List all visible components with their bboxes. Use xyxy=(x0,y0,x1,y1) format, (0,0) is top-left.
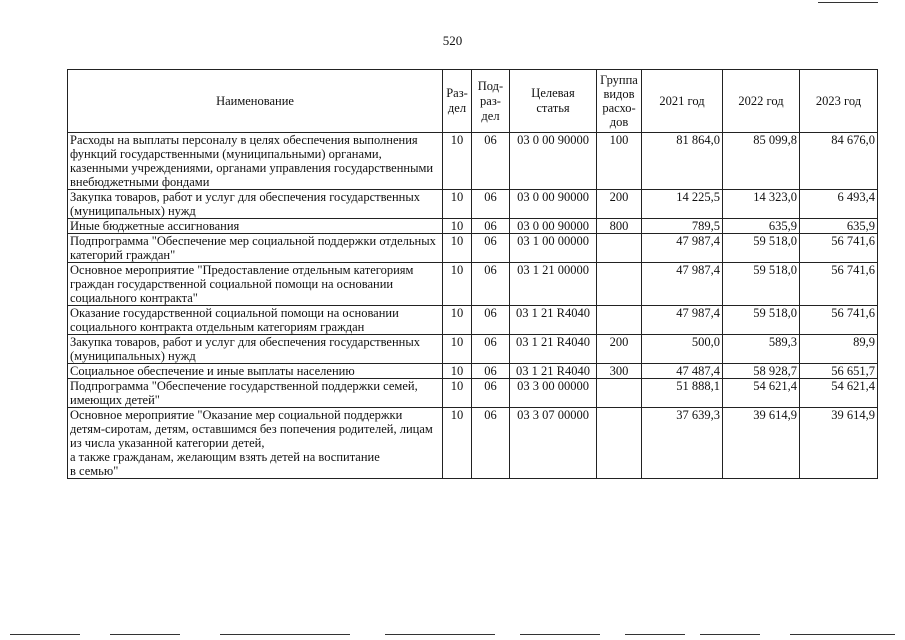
cell-target: 03 3 07 00000 xyxy=(510,408,597,479)
cell-section: 10 xyxy=(443,219,472,234)
cell-2022: 54 621,4 xyxy=(723,379,800,408)
table-row xyxy=(68,408,878,479)
header-section: Раз- дел xyxy=(443,70,472,133)
cell-subsection: 06 xyxy=(472,234,510,263)
cell-group xyxy=(597,306,642,335)
cell-subsection: 06 xyxy=(472,364,510,379)
cell-2021: 47 487,4 xyxy=(642,364,723,379)
cell-2021: 789,5 xyxy=(642,219,723,234)
table-row xyxy=(68,306,878,335)
cell-group xyxy=(597,234,642,263)
cell-section: 10 xyxy=(443,306,472,335)
cell-group: 200 xyxy=(597,190,642,219)
cell-name: Оказание государственной социальной помощи на основании социального контракта отдельным категориям граждан xyxy=(68,306,443,335)
cell-target: 03 1 00 00000 xyxy=(510,234,597,263)
header-2023: 2023 год xyxy=(800,70,878,133)
cell-2022: 635,9 xyxy=(723,219,800,234)
cell-2023: 56 741,6 xyxy=(800,306,878,335)
cell-2021: 47 987,4 xyxy=(642,234,723,263)
cell-2023: 6 493,4 xyxy=(800,190,878,219)
bottom-edge-line xyxy=(520,634,600,635)
cell-section: 10 xyxy=(443,408,472,479)
bottom-edge-line xyxy=(385,634,495,635)
cell-subsection: 06 xyxy=(472,190,510,219)
cell-name: Закупка товаров, работ и услуг для обеспечения государственных (муниципальных) нужд xyxy=(68,190,443,219)
cell-2023: 89,9 xyxy=(800,335,878,364)
cell-name: Иные бюджетные ассигнования xyxy=(68,219,443,234)
cell-section: 10 xyxy=(443,364,472,379)
cell-group xyxy=(597,263,642,306)
cell-name: Подпрограмма "Обеспечение мер социальной поддержки отдельных категорий граждан" xyxy=(68,234,443,263)
cell-2023: 84 676,0 xyxy=(800,133,878,190)
header-subsection: Под- раз- дел xyxy=(472,70,510,133)
cell-subsection: 06 xyxy=(472,306,510,335)
cell-2021: 51 888,1 xyxy=(642,379,723,408)
bottom-edge-line xyxy=(10,634,80,635)
cell-name: Основное мероприятие "Оказание мер социальной поддержки детям-сиротам, детям, оставшимся без попечения родителей, лицам из числа указанной категории детей, а также гражданам, желающим взять детей на воспитание в семью" xyxy=(68,408,443,479)
table-row xyxy=(68,219,878,234)
cell-target: 03 1 21 R4040 xyxy=(510,364,597,379)
cell-section: 10 xyxy=(443,379,472,408)
table-row xyxy=(68,263,878,306)
cell-subsection: 06 xyxy=(472,379,510,408)
cell-target: 03 1 21 R4040 xyxy=(510,306,597,335)
cell-2022: 14 323,0 xyxy=(723,190,800,219)
cell-name: Подпрограмма "Обеспечение государственной поддержки семей, имеющих детей" xyxy=(68,379,443,408)
bottom-edge-line xyxy=(110,634,180,635)
cell-group: 200 xyxy=(597,335,642,364)
cell-2022: 589,3 xyxy=(723,335,800,364)
cell-target: 03 0 00 90000 xyxy=(510,219,597,234)
cell-2021: 37 639,3 xyxy=(642,408,723,479)
header-name: Наименование xyxy=(68,70,443,133)
cell-2022: 39 614,9 xyxy=(723,408,800,479)
table-row xyxy=(68,190,878,219)
cell-2023: 56 741,6 xyxy=(800,234,878,263)
header-target: Целевая статья xyxy=(510,70,597,133)
cell-group: 800 xyxy=(597,219,642,234)
cell-2021: 14 225,5 xyxy=(642,190,723,219)
cell-target: 03 1 21 00000 xyxy=(510,263,597,306)
cell-2022: 58 928,7 xyxy=(723,364,800,379)
bottom-edge-line xyxy=(625,634,685,635)
table-row xyxy=(68,335,878,364)
header-2021: 2021 год xyxy=(642,70,723,133)
cell-name: Закупка товаров, работ и услуг для обеспечения государственных (муниципальных) нужд xyxy=(68,335,443,364)
cell-2023: 56 651,7 xyxy=(800,364,878,379)
table-row xyxy=(68,364,878,379)
cell-2022: 59 518,0 xyxy=(723,306,800,335)
cell-section: 10 xyxy=(443,335,472,364)
bottom-edge-line xyxy=(790,634,895,635)
cell-2021: 47 987,4 xyxy=(642,306,723,335)
cell-section: 10 xyxy=(443,190,472,219)
cell-subsection: 06 xyxy=(472,263,510,306)
cell-group xyxy=(597,379,642,408)
top-edge-line xyxy=(818,2,878,3)
cell-name: Расходы на выплаты персоналу в целях обеспечения выполнения функций государственными (муниципальными) органами, казенными учреждениями, органами управления государственными внебюджетными фондами xyxy=(68,133,443,190)
cell-target: 03 1 21 R4040 xyxy=(510,335,597,364)
cell-2023: 54 621,4 xyxy=(800,379,878,408)
cell-2021: 47 987,4 xyxy=(642,263,723,306)
cell-group: 300 xyxy=(597,364,642,379)
cell-target: 03 0 00 90000 xyxy=(510,133,597,190)
cell-section: 10 xyxy=(443,234,472,263)
cell-2022: 59 518,0 xyxy=(723,234,800,263)
cell-2023: 635,9 xyxy=(800,219,878,234)
cell-2022: 59 518,0 xyxy=(723,263,800,306)
cell-2022: 85 099,8 xyxy=(723,133,800,190)
cell-target: 03 3 00 00000 xyxy=(510,379,597,408)
header-group: Группа видов расхо- дов xyxy=(597,70,642,133)
cell-2023: 56 741,6 xyxy=(800,263,878,306)
cell-2021: 81 864,0 xyxy=(642,133,723,190)
page-number: 520 xyxy=(442,33,463,48)
cell-group: 100 xyxy=(597,133,642,190)
cell-2021: 500,0 xyxy=(642,335,723,364)
cell-2023: 39 614,9 xyxy=(800,408,878,479)
cell-subsection: 06 xyxy=(472,133,510,190)
bottom-edge-line xyxy=(700,634,760,635)
table-row xyxy=(68,234,878,263)
table-row xyxy=(68,379,878,408)
cell-subsection: 06 xyxy=(472,335,510,364)
cell-group xyxy=(597,408,642,479)
budget-table xyxy=(67,69,878,479)
table-header-row xyxy=(68,70,878,133)
table-row xyxy=(68,133,878,190)
cell-section: 10 xyxy=(443,133,472,190)
header-2022: 2022 год xyxy=(723,70,800,133)
cell-section: 10 xyxy=(443,263,472,306)
cell-name: Социальное обеспечение и иные выплаты населению xyxy=(68,364,443,379)
bottom-edge-line xyxy=(220,634,350,635)
cell-target: 03 0 00 90000 xyxy=(510,190,597,219)
cell-subsection: 06 xyxy=(472,219,510,234)
cell-name: Основное мероприятие "Предоставление отдельным категориям граждан государственной социальной помощи на основании социального контракта" xyxy=(68,263,443,306)
cell-subsection: 06 xyxy=(472,408,510,479)
